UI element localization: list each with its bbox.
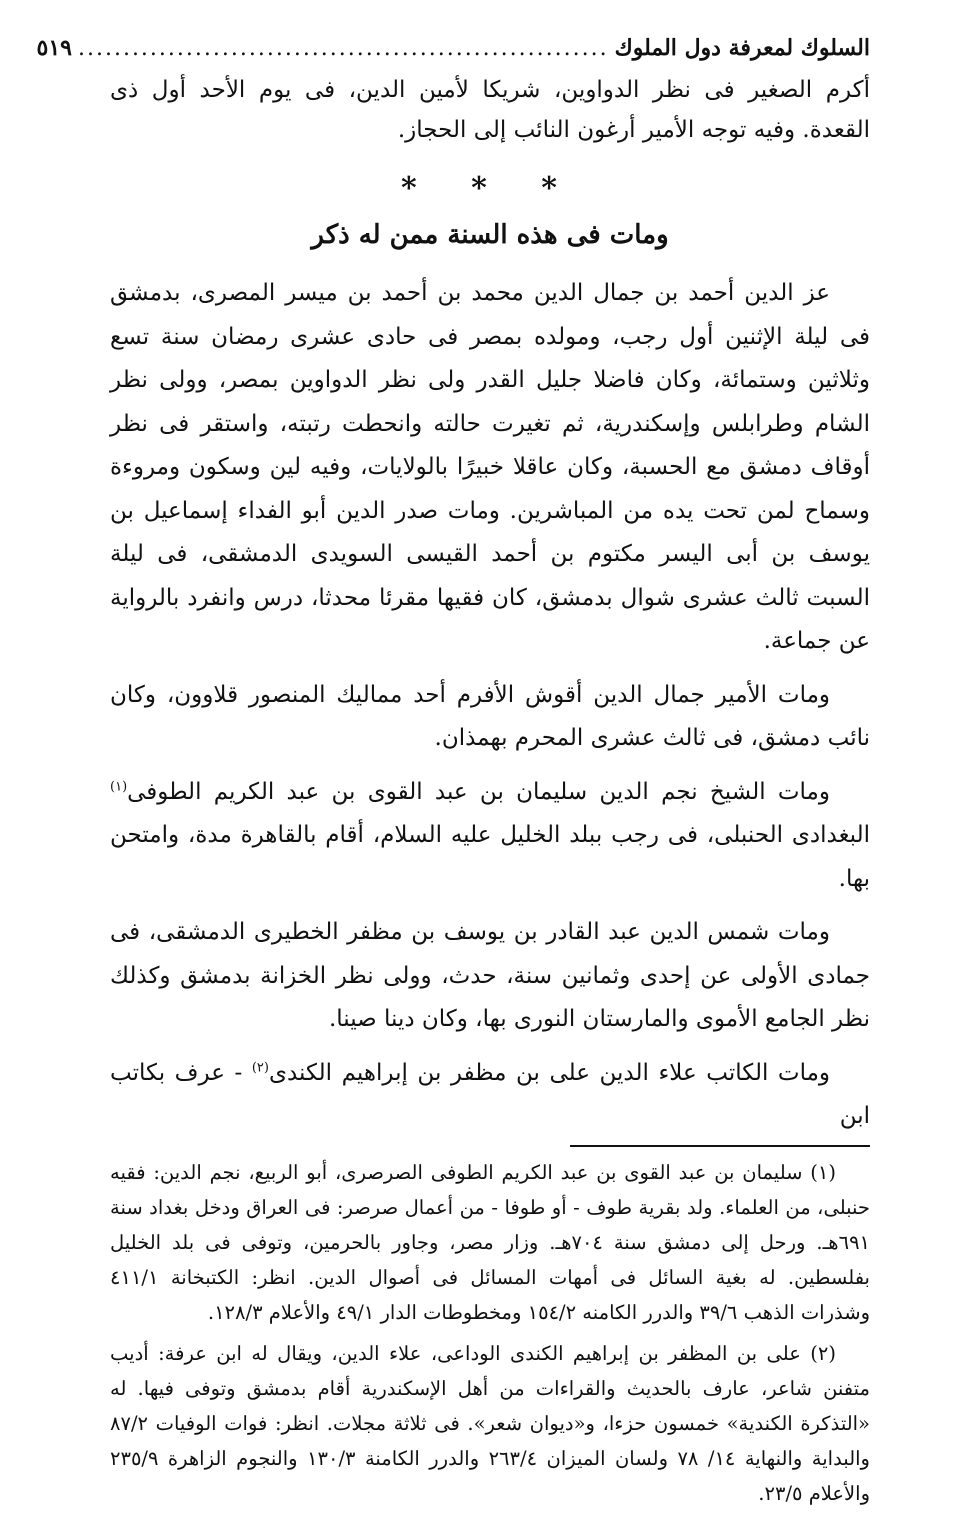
footnote-marker: (٢) [251, 1059, 269, 1075]
obituary-text [110, 1052, 870, 1139]
running-head-title: السلوك لمعرفة دول الملوك [614, 35, 870, 61]
footnote-text: (١) سليمان بن عبد القوى بن عبد الكريم الطوفى الصرصرى، أبو الربيع، نجم الدين: فقيه حنبلى، من العلماء. ولد بقرية طوف - أو طوفا - من أعمال صرصر: فى العراق ودخل بغداد سنة ٦٩١هـ. ورحل إلى دمشق سنة ٧٠٤هـ. وزار مصر، وجاور بالحرمين، وتوفى فى بلد الخليل بفلسطين. له بغية السائل فى أمهات المسائل فى أصوال الدين. انظر: الكتبخانة ٤١١/١ وشذرات الذهب ٣٩/٦ والدرر الكامنه ١٥٤/٢ ومخطوطات الدار ٤٩/١ والأعلام ١٢٨/٣. [110, 1160, 871, 1324]
obituary-paragraph [110, 674, 870, 761]
page-number: ٥١٩ [36, 35, 72, 61]
obituary-paragraph [110, 272, 870, 664]
footnote [110, 1155, 870, 1330]
running-head [36, 28, 870, 70]
leader-dots: ........................................................... [77, 36, 609, 61]
obituary-paragraph [110, 771, 870, 902]
intro-paragraph [110, 70, 870, 150]
obituary-text-part: - عرف بكاتب ابن [110, 1059, 870, 1129]
footnotes [110, 1155, 870, 1511]
obituary-text: ومات الأمير جمال الدين أقوش الأفرم أحد مماليك المنصور قلاوون، وكان نائب دمشق، فى ثالث عشرى المحرم بهمذان. [110, 681, 870, 751]
intro-text: أكرم الصغير فى نظر الدواوين، شريكا لأمين الدين، فى يوم الأحد أول ذى القعدة. وفيه توجه الأمير أرغون النائب إلى الحجاز. [110, 77, 870, 143]
footnote-marker: (١) [110, 778, 128, 794]
footnote [110, 1336, 870, 1511]
book-page [36, 28, 871, 1517]
obituary-text: ومات شمس الدين عبد القادر بن يوسف بن مظفر الخطيرى الدمشقى، فى جمادى الأولى عن إحدى وثمانين سنة، حدث، وولى نظر الخزانة بدمشق وكذلك نظر الجامع الأموى والمارستان النورى بها، وكان دينا صينا. [110, 919, 870, 1032]
obituary-text-part: ومات الشيخ نجم الدين سليمان بن عبد القوى بن عبد الكريم الطوفى [127, 778, 830, 805]
section-divider-stars: * * * [401, 171, 579, 206]
footnote-text: (٢) على بن المظفر بن إبراهيم الكندى الوداعى، علاء الدين، ويقال له ابن عرفة: أديب متفنن شاعر، عارف بالحديث والقراءات من أهل الإسكندرية أقام بدمشق وتوفى فيها. له «التذكرة الكندية» خمسون حزءا، و«ديوان شعر». فى ثلاثة مجلات. انظر: فوات الوفيات ٨٧/٢ والبداية والنهاية ١٤/ ٧٨ ولسان الميزان ٢٦٣/٤ والدرر الكامنة ١٣٠/٣ والنجوم الزاهرة ٢٣٥/٩ والأعلام ٢٣/٥. [110, 1341, 870, 1505]
obituary-text-part: ومات الكاتب علاء الدين على بن مظفر بن إبراهيم الكندى [268, 1059, 831, 1086]
section-heading: ومات فى هذه السنة ممن له ذكر [311, 220, 669, 250]
obituary-text: عز الدين أحمد بن جمال الدين محمد بن أحمد بن ميسر المصرى، بدمشق فى ليلة الإثنين أول رجب، ومولده بمصر فى حادى عشرى رمضان سنة تسع وثلاثين وستمائة، وكان فاضلا جليل القدر ولى نظر الدواوين بمصر، وولى نظر الشام وطرابلس وإسكندرية، ثم تغيرت حالته وانحطت رتبته، واستقر فى نظر أوقاف دمشق مع الحسبة، وكان عاقلا خبيرًا بالولايات، وفيه لين وسكون ومروءة وسماح لمن تحت يده من المباشرين. ومات صدر الدين أبو الفداء إسماعيل بن يوسف بن أبى اليسر مكتوم بن أحمد القيسى السويدى الدمشقى، فى ليلة السبت ثالث عشرى شوال بدمشق، كان فقيها مقرئا محدثا، درس وانفرد بالرواية عن جماعة. [110, 280, 870, 654]
obituary-paragraph [110, 911, 870, 1042]
obituary-text [110, 771, 870, 902]
obituary-text-part: البغدادى الحنبلى، فى رجب ببلد الخليل عليه السلام، أقام بالقاهرة مدة، وامتحن بها. [110, 822, 870, 892]
footnote-separator [570, 1145, 870, 1147]
obituary-paragraph [110, 1052, 870, 1139]
